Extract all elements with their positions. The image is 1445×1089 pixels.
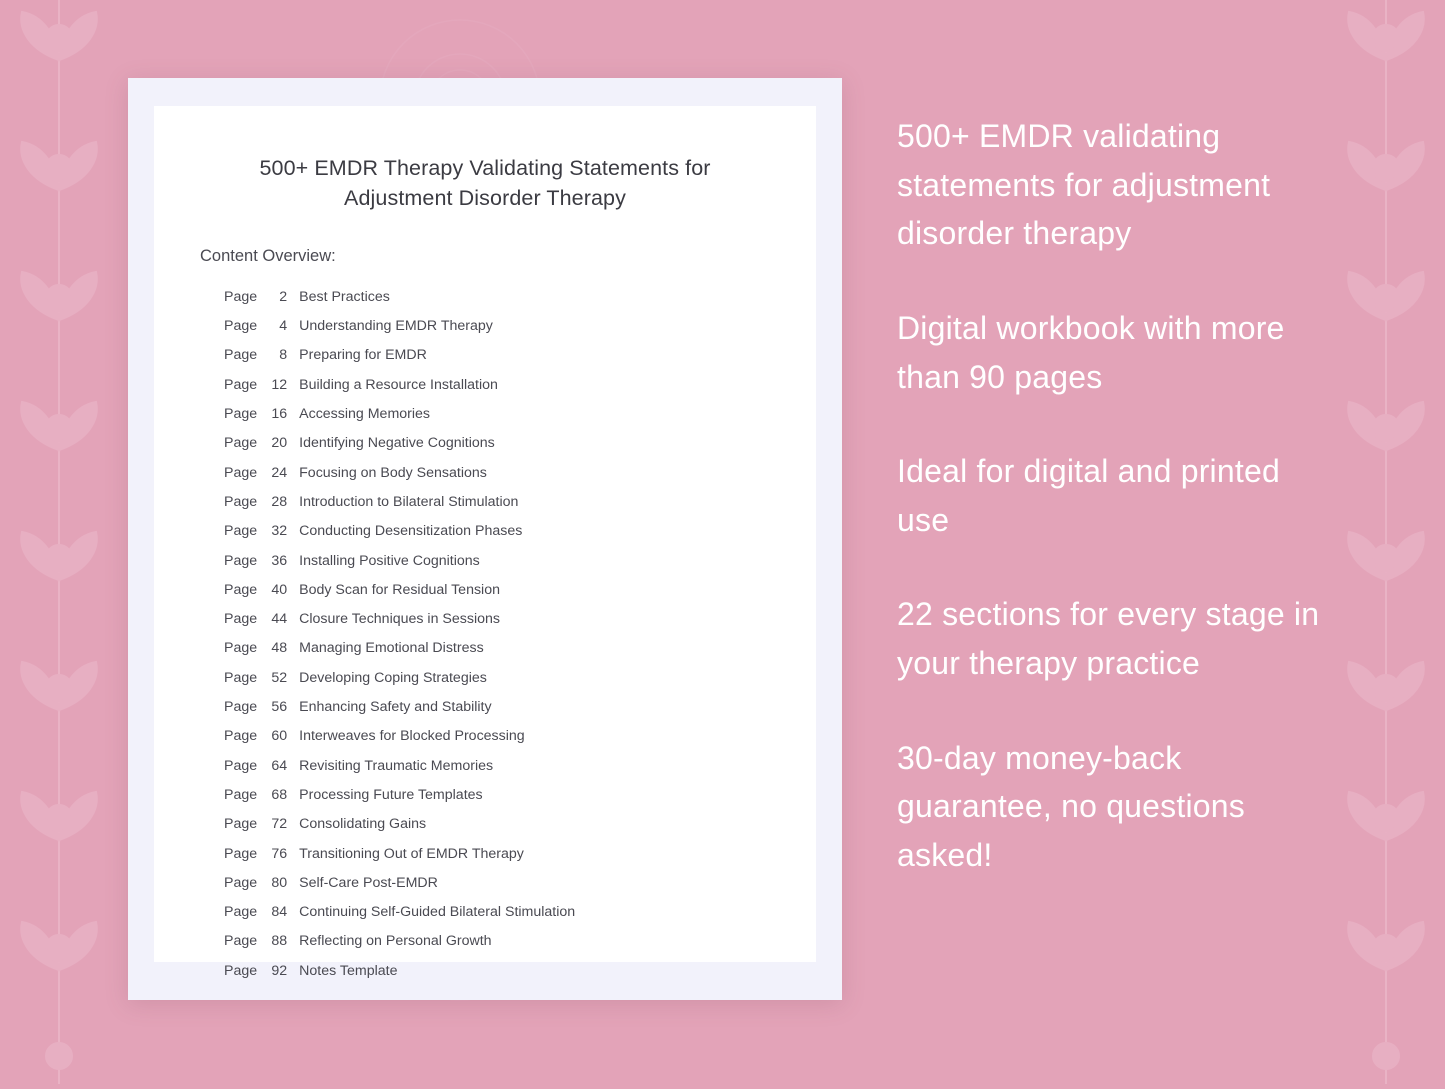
toc-page-word: Page	[224, 845, 258, 862]
toc-item[interactable]	[224, 400, 816, 429]
promo-line: Digital workbook with more than 90 pages	[897, 309, 1285, 395]
toc-page-number: 24	[271, 464, 288, 481]
toc-page-word: Page	[224, 757, 258, 774]
toc-item[interactable]	[224, 663, 816, 692]
toc-page-word: Page	[224, 728, 258, 745]
toc-page-number: 60	[271, 728, 288, 745]
toc-page-number: 68	[271, 786, 288, 803]
promo-line: Ideal for digital and printed use	[897, 453, 1280, 538]
toc-page-number: 12	[271, 376, 288, 393]
toc-item[interactable]	[224, 810, 816, 839]
toc-item[interactable]	[224, 722, 816, 751]
floral-border-left	[0, 0, 118, 1084]
floral-border-right	[1327, 0, 1445, 1084]
toc-page-word: Page	[224, 933, 258, 950]
toc-entry-title: Body Scan for Residual Tension	[299, 581, 500, 598]
toc-item[interactable]	[224, 780, 816, 809]
toc-page-word: Page	[224, 699, 258, 716]
toc-page-number: 52	[271, 669, 288, 686]
toc-page-number: 76	[271, 845, 288, 862]
toc-entry-title: Self-Care Post-EMDR	[299, 874, 438, 891]
toc-page-number: 36	[271, 552, 288, 569]
toc-entry-title: Accessing Memories	[299, 406, 431, 423]
promo-line: 500+ EMDR validating statements for adjustment disorder therapy	[897, 118, 1271, 252]
toc-entry-title: Conducting Desensitization Phases	[299, 523, 523, 540]
page-title: 500+ EMDR Therapy Validating Statements for Adjustment Disorder Therapy	[259, 156, 711, 210]
toc-page-number: 32	[271, 523, 288, 540]
toc-item[interactable]	[224, 692, 816, 721]
toc-entry-title: Best Practices	[299, 288, 390, 305]
toc-item[interactable]	[224, 575, 816, 604]
toc-page-number: 72	[271, 816, 288, 833]
document-page	[154, 106, 816, 979]
toc-entry-title: Reflecting on Personal Growth	[299, 933, 492, 950]
content-overview-label: Content Overview:	[200, 247, 336, 266]
toc-item[interactable]	[224, 898, 816, 927]
toc-item[interactable]	[224, 487, 816, 516]
toc-item[interactable]	[224, 546, 816, 575]
toc-page-number: 84	[271, 904, 288, 921]
toc-page-number: 56	[271, 699, 288, 716]
toc-entry-title: Building a Resource Installation	[299, 376, 498, 393]
toc-page-number: 44	[271, 611, 288, 628]
toc-entry-title: Interweaves for Blocked Processing	[299, 728, 525, 745]
toc-page-number: 88	[271, 933, 288, 950]
toc-page-word: Page	[224, 611, 258, 628]
toc-page-word: Page	[224, 581, 258, 598]
toc-page-word: Page	[224, 435, 258, 452]
toc-entry-title: Managing Emotional Distress	[299, 640, 484, 657]
toc-entry-title: Notes Template	[299, 962, 398, 979]
toc-page-number: 16	[271, 406, 288, 423]
toc-page-word: Page	[224, 552, 258, 569]
toc-entry-title: Understanding EMDR Therapy	[299, 318, 493, 335]
toc-page-word: Page	[224, 962, 258, 979]
toc-page-word: Page	[224, 669, 258, 686]
toc-entry-title: Transitioning Out of EMDR Therapy	[299, 845, 524, 862]
toc-item[interactable]	[224, 839, 816, 868]
document-card	[128, 78, 842, 1000]
toc-entry-title: Introduction to Bilateral Stimulation	[299, 493, 519, 510]
toc-page-word: Page	[224, 874, 258, 891]
toc-entry-title: Identifying Negative Cognitions	[299, 435, 495, 452]
table-of-contents	[154, 282, 816, 985]
promo-line: 30-day money-back guarantee, no questions asked!	[897, 739, 1245, 873]
toc-entry-title: Revisiting Traumatic Memories	[299, 757, 494, 774]
toc-page-word: Page	[224, 904, 258, 921]
toc-page-word: Page	[224, 347, 258, 364]
toc-page-word: Page	[224, 493, 258, 510]
promo-list	[897, 112, 1327, 880]
toc-entry-title: Focusing on Body Sensations	[299, 464, 487, 481]
toc-page-number: 40	[271, 581, 288, 598]
toc-item[interactable]	[224, 634, 816, 663]
toc-entry-title: Developing Coping Strategies	[299, 669, 487, 686]
toc-page-word: Page	[224, 288, 258, 305]
toc-item[interactable]	[224, 605, 816, 634]
toc-page-number: 8	[279, 347, 288, 364]
toc-entry-title: Processing Future Templates	[299, 786, 483, 803]
toc-page-word: Page	[224, 786, 258, 803]
toc-page-number: 4	[279, 318, 288, 335]
toc-item[interactable]	[224, 370, 816, 399]
toc-entry-title: Preparing for EMDR	[299, 347, 427, 364]
toc-entry-title: Continuing Self-Guided Bilateral Stimulation	[299, 904, 576, 921]
toc-item[interactable]	[224, 312, 816, 341]
toc-item[interactable]	[224, 341, 816, 370]
toc-page-word: Page	[224, 816, 258, 833]
toc-item[interactable]	[224, 927, 816, 956]
toc-entry-title: Installing Positive Cognitions	[299, 552, 480, 569]
toc-item[interactable]	[224, 751, 816, 780]
toc-page-word: Page	[224, 406, 258, 423]
toc-entry-title: Consolidating Gains	[299, 816, 427, 833]
toc-item[interactable]	[224, 517, 816, 546]
toc-page-number: 92	[271, 962, 288, 979]
toc-page-number: 20	[271, 435, 288, 452]
promo-line: 22 sections for every stage in your therapy practice	[897, 596, 1320, 681]
toc-page-word: Page	[224, 464, 258, 481]
toc-item[interactable]	[224, 956, 816, 985]
toc-page-number: 28	[271, 493, 288, 510]
toc-page-number: 80	[271, 874, 288, 891]
toc-entry-title: Closure Techniques in Sessions	[299, 611, 500, 628]
toc-entry-title: Enhancing Safety and Stability	[299, 699, 492, 716]
toc-item[interactable]	[224, 458, 816, 487]
toc-item[interactable]	[224, 282, 816, 311]
toc-page-word: Page	[224, 523, 258, 540]
toc-item[interactable]	[224, 868, 816, 897]
toc-page-word: Page	[224, 376, 258, 393]
toc-page-number: 64	[271, 757, 288, 774]
toc-page-word: Page	[224, 640, 258, 657]
toc-item[interactable]	[224, 429, 816, 458]
toc-page-number: 48	[271, 640, 288, 657]
toc-page-word: Page	[224, 318, 258, 335]
toc-page-number: 2	[279, 288, 288, 305]
